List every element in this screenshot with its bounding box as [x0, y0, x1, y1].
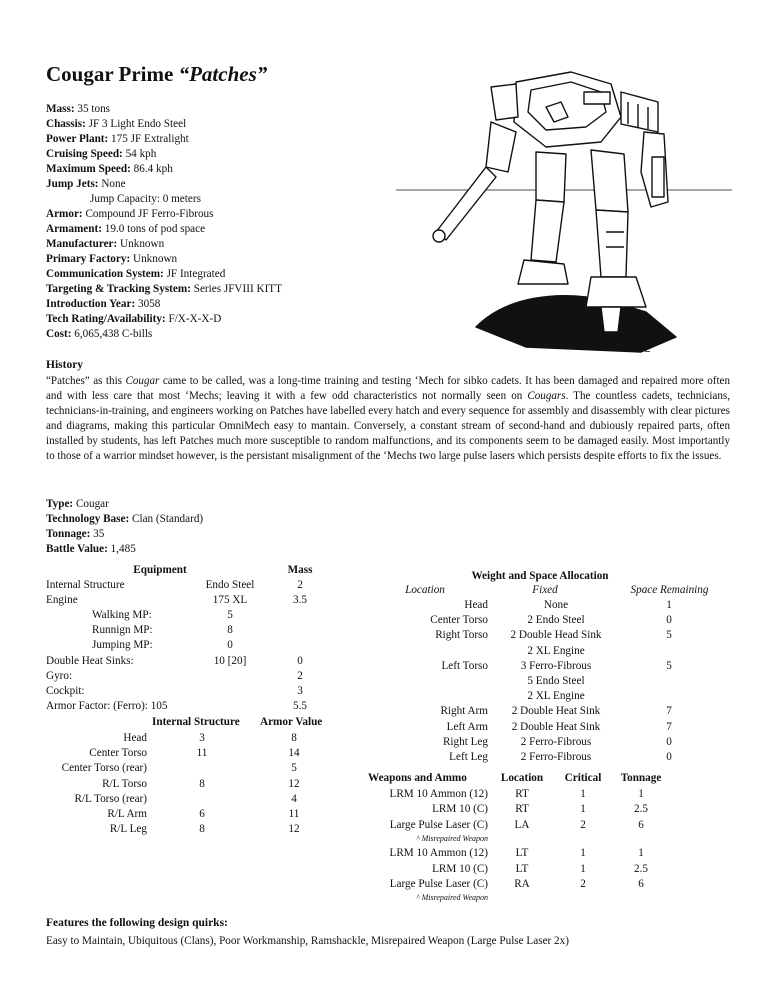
spec-maximum-speed: Maximum Speed: 86.4 kph: [46, 163, 173, 175]
alloc-location-header: Location: [405, 584, 445, 596]
weapon-row-name: LRM 10 Ammon (12): [389, 847, 488, 860]
eq-value: Endo Steel: [205, 579, 255, 591]
history-heading: History: [46, 359, 84, 371]
weapon-row-critical: 2: [580, 818, 586, 831]
eq-mass: 3.5: [293, 594, 307, 606]
eq-mass: 0: [297, 655, 303, 667]
armor-row-armor: 4: [291, 792, 297, 805]
alloc-row-fixed: 2 XL Engine: [527, 690, 585, 703]
alloc-row-location: Right Arm: [440, 705, 488, 718]
unit-type: Type: Cougar: [46, 498, 109, 510]
eq-value: 5: [227, 609, 233, 621]
alloc-row-space: 0: [666, 735, 672, 748]
eq-value: 8: [227, 624, 233, 636]
eq-label: Gyro:: [46, 670, 73, 682]
alloc-fixed-header: Fixed: [532, 584, 558, 596]
armor-row-internal: 8: [199, 823, 205, 836]
eq-label: Jumping MP:: [92, 639, 153, 651]
eq-value: 10 [20]: [213, 655, 247, 667]
weapon-row-tonnage: 6: [638, 878, 644, 890]
weapon-row-tonnage: 6: [638, 818, 644, 831]
spec-mass: Mass: 35 tons: [46, 103, 111, 115]
alloc-row-space: 0: [666, 614, 672, 627]
armor-row-internal: 6: [199, 808, 205, 820]
alloc-row-space: 5: [666, 659, 672, 672]
armor-row-location: R/L Leg: [109, 823, 147, 836]
spec-armament: Armament: 19.0 tons of pod space: [46, 223, 206, 235]
eq-label: Walking MP:: [92, 609, 152, 621]
alloc-row-location: Right Torso: [435, 629, 488, 642]
weapon-row-location: RA: [514, 878, 530, 890]
spec-power-plant: Power Plant: 175 JF Extralight: [46, 133, 189, 145]
weapon-row-tonnage: 2.5: [634, 803, 648, 816]
alloc-row-space: 0: [666, 751, 672, 763]
spec-targeting: Targeting & Tracking System: Series JFVIII KITT: [46, 283, 282, 295]
weapon-row-location: LT: [515, 847, 529, 860]
eq-mass: 5.5: [293, 700, 307, 712]
page-title: [46, 62, 267, 87]
alloc-row-location: Left Arm: [446, 720, 488, 733]
quirks-heading: Features the following design quirks:: [46, 917, 228, 929]
weapon-row-name: LRM 10 Ammon (12): [389, 788, 488, 800]
weapon-row-name: LRM 10 (C): [432, 803, 488, 816]
armor-row-internal: 8: [199, 777, 205, 790]
artist-signature: PIPE: [630, 344, 651, 354]
armor-row-armor: 8: [291, 732, 297, 744]
weapons-critical-header: Critical: [564, 772, 602, 784]
armor-row-location: R/L Torso (rear): [74, 792, 147, 805]
weapons-tonnage-header: Tonnage: [620, 772, 662, 784]
title-main: Cougar Prime: [46, 62, 179, 86]
unit-battle-value: Battle Value: 1,485: [46, 543, 136, 555]
weapon-row-critical: 1: [580, 862, 586, 875]
mech-illustration: [396, 62, 732, 362]
history-text: “Patches” as this Cougar came to be called, was a long-time training and testing ‘Mech for sibko cadets. It has been damaged and repaired more often and with less care that most ‘Mechs; leaving it with a few odd characteristics not normally seen on Cougars. The countless cadets, technicians, technicians-in-training, and engineers working on Patches have labelled every hatch and every sequence for assembly and disassembly with clear pictures and diagrams, making this particular OmniMech easy to mantain. Conversely, a constant stream of second-hand and dubiously repaired parts, often installed by students, has left Patches much more susceptible to random malfunctions, and its components seem to be damaged easily. Most importantly to those of a warrior mindset however, is the persistant misalignment of the ‘Mechs two large pulse lasers which persists despite efforts to fix the issues.: [46, 375, 730, 463]
armor-row-armor: 5: [291, 762, 297, 775]
armor-row-location: Center Torso: [89, 747, 147, 760]
armor-row-armor: 12: [288, 777, 300, 790]
weapon-row-name: Large Pulse Laser (C): [389, 878, 488, 890]
spec-armor: Armor: Compound JF Ferro-Fibrous: [46, 208, 214, 220]
spec-tech-rating: Tech Rating/Availability: F/X-X-X-D: [46, 313, 222, 325]
armor-row-armor: 12: [288, 823, 300, 836]
eq-mass: 2: [297, 670, 303, 682]
weapon-row-critical: 1: [580, 847, 586, 860]
spec-primary-factory: Primary Factory: Unknown: [46, 253, 178, 265]
unit-tonnage: Tonnage: 35: [46, 528, 105, 540]
alloc-row-location: Left Leg: [449, 751, 488, 763]
alloc-row-location: Head: [464, 599, 488, 611]
alloc-row-space: 7: [666, 720, 672, 733]
weapon-row-tonnage: 1: [638, 788, 644, 800]
spec-jump-jets: Jump Jets: None: [46, 178, 126, 190]
weapon-row-location: RT: [515, 803, 529, 816]
alloc-row-location: Left Torso: [441, 659, 488, 672]
alloc-space-header: Space Remaining: [630, 584, 709, 596]
alloc-row-fixed: 3 Ferro-Fibrous: [520, 659, 592, 672]
eq-label: Internal Structure: [46, 579, 125, 591]
alloc-row-fixed: 2 Ferro-Fibrous: [520, 735, 592, 748]
eq-mass: 2: [297, 579, 303, 591]
armor-row-armor: 11: [288, 808, 300, 820]
eq-label: Engine: [46, 594, 78, 606]
armor-row-location: Center Torso (rear): [61, 762, 147, 775]
eq-value: 0: [227, 639, 233, 651]
eq-label: Runnign MP:: [92, 624, 153, 636]
alloc-row-space: 5: [666, 629, 672, 642]
spec-intro-year: Introduction Year: 3058: [46, 298, 161, 310]
eq-label: Armor Factor: (Ferro): 105: [46, 700, 168, 712]
eq-mass: 3: [297, 685, 303, 697]
equipment-header: Equipment: [133, 564, 187, 576]
allocation-heading: Weight and Space Allocation: [471, 570, 609, 582]
spec-list: [46, 102, 282, 342]
spec-cruising-speed: Cruising Speed: 54 kph: [46, 148, 157, 160]
spec-manufacturer: Manufacturer: Unknown: [46, 238, 165, 250]
alloc-row-space: 1: [666, 599, 672, 611]
weapon-row-location: LA: [514, 818, 530, 831]
spec-cost: Cost: 6,065,438 C-bills: [46, 328, 153, 340]
weapon-row-critical: 2: [580, 878, 586, 890]
misrepaired-note: ^ Misrepaired Weapon: [416, 834, 488, 844]
spec-chassis: Chassis: JF 3 Light Endo Steel: [46, 118, 187, 130]
eq-label: Double Heat Sinks:: [46, 655, 134, 667]
misrepaired-note: ^ Misrepaired Weapon: [416, 893, 488, 903]
spec-communication: Communication System: JF Integrated: [46, 268, 226, 280]
alloc-row-location: Right Leg: [442, 735, 488, 748]
weapon-row-name: Large Pulse Laser (C): [389, 818, 488, 831]
alloc-row-fixed: None: [543, 599, 569, 611]
alloc-row-fixed: 2 Double Heat Sink: [511, 705, 601, 718]
unit-tech-base: Technology Base: Clan (Standard): [46, 513, 204, 525]
alloc-row-fixed: 2 Double Head Sink: [510, 629, 602, 642]
alloc-row-space: 7: [666, 705, 672, 718]
title-nickname: “Patches”: [178, 62, 268, 86]
alloc-row-location: Center Torso: [430, 614, 488, 627]
is-header: Internal Structure: [152, 716, 240, 728]
eq-value: 175 XL: [212, 594, 248, 606]
weapon-row-location: RT: [515, 788, 529, 800]
alloc-row-fixed: 2 Endo Steel: [527, 614, 585, 627]
armor-row-internal: 11: [196, 747, 208, 760]
weapon-row-critical: 1: [580, 803, 586, 816]
eq-label: Cockpit:: [46, 685, 85, 697]
alloc-row-fixed: 2 Double Heat Sink: [511, 720, 601, 733]
av-header: Armor Value: [260, 716, 323, 728]
weapons-location-header: Location: [500, 772, 544, 784]
armor-row-location: R/L Arm: [107, 808, 147, 820]
unit-summary: [46, 497, 203, 557]
weapon-row-tonnage: 2.5: [634, 862, 648, 875]
armor-row-internal: 3: [199, 732, 205, 744]
alloc-row-fixed: 2 XL Engine: [527, 644, 585, 657]
weapons-header: Weapons and Ammo: [368, 772, 467, 784]
armor-row-location: Head: [123, 732, 147, 744]
armor-row-location: R/L Torso: [102, 777, 147, 790]
weapon-row-critical: 1: [580, 788, 586, 800]
weapon-row-tonnage: 1: [638, 847, 644, 860]
weapon-row-name: LRM 10 (C): [432, 862, 488, 875]
alloc-row-fixed: 5 Endo Steel: [527, 675, 585, 687]
armor-row-armor: 14: [288, 747, 300, 760]
mass-header: Mass: [287, 564, 313, 576]
quirks-text: Easy to Maintain, Ubiquitous (Clans), Poor Workmanship, Ramshackle, Misrepaired Weapon (Large Pulse Laser 2x): [46, 935, 569, 947]
weapon-row-location: LT: [515, 862, 529, 875]
spec-jump-capacity: Jump Capacity: 0 meters: [90, 193, 201, 205]
alloc-row-fixed: 2 Ferro-Fibrous: [520, 751, 592, 763]
